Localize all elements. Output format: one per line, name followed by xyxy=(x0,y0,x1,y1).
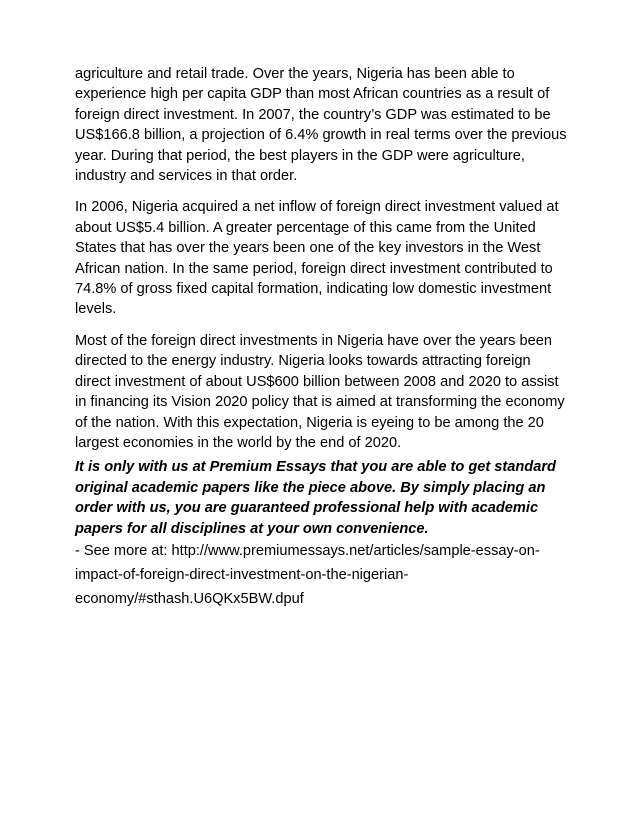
paragraph-energy-industry: Most of the foreign direct investments in Nigeria have over the years been directed to the energy industry. Nigeria looks towards attracting foreign direct investment of about US$600 billion between 2008 and 2020 to assist in financing its Vision 2020 policy that is aimed at transforming the economy of the nation. With this expectation, Nigeria is eyeing to be among the 20 largest economies in the world by the end of 2020. xyxy=(75,332,565,451)
paragraph-gdp: agriculture and retail trade. Over the years, Nigeria has been able to experience high per capita GDP than most African countries as a result of foreign direct investment. In 2007, the country’s GDP was estimated to be US$166.8 billion, a projection of 6.4% growth in real terms over the previous year. During that period, the best players in the GDP were agriculture, industry and services in that order. xyxy=(75,66,567,185)
source-link-text: - See more at: http://www.premiumessays.net/articles/sample-essay-on-impact-of-foreign-direct-investment-on-the-nigerian-economy/#sthash.U6QKx5BW.dpuf xyxy=(75,542,540,607)
paragraph-fdi-inflow: In 2006, Nigeria acquired a net inflow of foreign direct investment valued at about US$5.4 billion. A greater percentage of this came from the United States that has over the years been one of the key investors in the West African nation. In the same period, foreign direct investment contributed to 74.8% of gross fixed capital formation, indicating low domestic investment levels. xyxy=(75,199,559,318)
promo-text: It is only with us at Premium Essays that you are able to get standard original academic papers like the piece above. By simply placing an order with us, you are guaranteed professional help with academic papers for all disciplines at your own convenience. xyxy=(75,459,556,537)
document-page xyxy=(75,64,567,611)
